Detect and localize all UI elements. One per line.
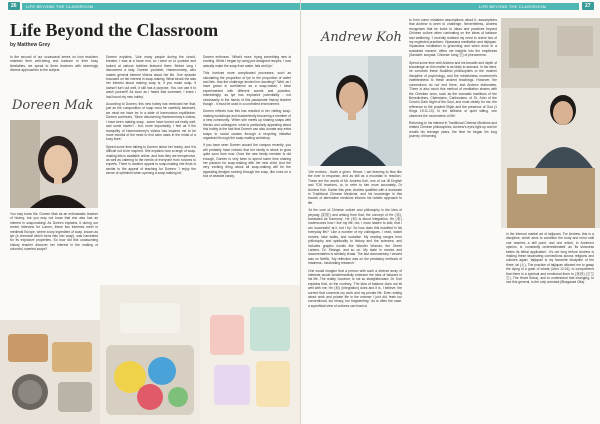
doreen-name-heading: Doreen Mak: [12, 98, 94, 113]
doreen-portrait-photo: [10, 120, 98, 208]
soap-photo-tray: [0, 320, 100, 424]
left-column-2: Doreen explains, 'Like many people during the circuit-breaker, I was at a loose end, so I went on to youtube and looked at various hobbies featured there. Before long I discovered a lady, Doreen youtuber, Hammonmmy, who makes general interest Videos about her life. One episode focussed on her interest in soap-making. What struck me was her interest about making soap is, if you make soap, it doesn't turn out well, it still has a purpose. You can use it to wash yourself!' As soon as I heard that comment, I knew I had found my new hobby.' According to Doreen, this new hobby has reminded her that, just as the composition of soap must be carefully balanced, we must we have be in a state of harmonious equilibrium. Doreen continues, 'Since discovering Hammonmmy's videos, I have been making soap - some have turned out really well, and some haven't - but, more importantly, I feel as if the tranquility of Hammonmmy's videos has inspired me to be more mindful of the need to find calm oasis in the midst of a busy lives.' Speed some time talking to Doreen about her hobby, and it is difficult not to be inspired. She explains how a range of soap-making kits is available online, and how they are inexpensive, as well as catering to the needs of everyone from novices to experts. There is another appeal to soap-making she finds is similar to the appeal of teaching for Doreen: 'I enjoy the sense of optimism when opening a soap-making kit,': [106, 55, 196, 176]
right-header: [301, 0, 600, 13]
right-column-1: 'Life evolves - that's a given. Hence, I am learning to flow like the river in response, and as still as a mountain in reaction.' These are the words of Mr. Andrew Koh, one of our IB English and TOK teachers, or, to refer to him more accurately, Dr Andrew Koh. Earlier this year, Andrew qualified with a doctorate in Traditional Chinese Medicine, and his knowledge in this branch of alternative medicine informs his holistic approach to life. 'At the core of Chinese culture and philosophy is the idea of yinyang (阴阳) and arising from that, the concept of He (和), translated as 'harmony'. He (和) is about integration, He (和) underscores how I live my life; not, I must hasten to add, that I am 'successful' at it, but I try.' So how does this manifest in his everyday life? 'Like a number of my colleagues, I read, watch movies, take walks, and socialise. My reading ranges from philosophy and spirituality to history and the sciences, and includes graphic novels like Wonder Woman, the Green Lantern, Dr. Strange, and so on. My taste in movies and documentaries is similarly broad. The last documentary I viewed was on Netflix, 'My reflection was on the predatory methods of madness - fascinating research.' One would imagine that a person with such a diverse array of interests would wholeheartedly embrace the idea of balance in his life. The reality, however, is not so straightforward. Dr. Koh explains that, on the contrary, 'The idea of balance does not sit well with me; He (和) (integration) does and it is, I believe, the current that connects my work and my private life. Even writing about work and private life in the manner I just did, feels too conventional, too binary, too fragmenting.' As is often the case, a superficial view of cultures can lead us: [308, 170, 402, 308]
left-header-label: LIFE BEYOND THE CLASSROOM: [26, 3, 94, 9]
andrew-name-heading: Andrew Koh: [321, 30, 402, 45]
article-byline: by Matthew Grey: [10, 42, 51, 48]
soap-photo-pastel: [200, 285, 300, 424]
right-page: [300, 0, 600, 424]
left-header: [0, 0, 300, 13]
right-column-3: in the internal martial art of taijiquan. For Andrew, this is a discipline, which aims to condition the body and mind until one reaches a still point, and one which, in Andrew's opinion, is 'constantly underestimated' as 'its slowness belies its lethal application'. It's not long before Andrew is making these fascinating connections across religions and cultures again: 'taijiquan is my favourite discipline of the three, tai (太), The practice of taijiquan allowed me to grasp the dying of a grain of wheat (John 12:24), to comprehend that there is a spiritual and emotional them to (奥妙) (空空空), The Heart Sutra), and to understand that changing, to use this general, is the only constant (Bhagavad Gita).': [506, 232, 594, 285]
right-column-2: to form some mistaken assumptions about it, assumptions that Andrew is keen to challenge. Nevertheless, Andrew recognises that he looks to ideas and practices beyond Chinese culture when ruminating on the ideas of balance and wellbeing. 'I recently realised my need to revive two of my neglected practices: Vipassana meditation and taijiquan. Vipassana meditation is grounding and when done in a sustained manner, offers me insights into the emptiness (Sanskrit: sunyata, Chinese: kong 空) of phenomena. Spend some time with Andrew and his breadth and depth of knowledge on this matter is as likely to astound. In his mind, he connects these Buddhist philosophies to the modern discipline of psychology, and the mindfulness movement's indebtedness to these ancient teachings. However, the connections do not end there, and Andrew elaborates, 'There is also much this method of meditation shares with the Christian ones, such as the monastic traditions of the Benedictines, Cistercians, Carthusians, of St. John of the Cross's Dark Night of the Soul, and most clearly for me, the reference to the prophet Elijah and the presence of God (1 Kings 19:11-13). In the stillness of quiet sitting, one observes the movements of life.' Returning to his interest in Traditional Chinese Medicine and related Chinese philosophies, Andrew's eyes light up and he recalls his teenage years, the time he began his long journey of learning: [409, 18, 497, 139]
intro-paragraph: In the second of our occasional series on how teachers maintain their well-being and balance in their busy timetables, we speak to three teachers with seemingly diverse approaches to the subject.: [10, 55, 98, 73]
right-page-number: 27: [582, 2, 594, 10]
article-title: Life Beyond the Classroom: [10, 20, 219, 40]
soap-photo-colourful: [100, 285, 200, 424]
andrew-working-photo: [501, 18, 600, 228]
left-page-number: 26: [8, 2, 20, 10]
right-header-label: LIFE BEYOND THE CLASSROOM: [479, 3, 547, 9]
left-column-3: Doreen enthuses. 'What's more, trying something new is exciting. While I began by using pre-designed recipes, I now actually make the soap from water, fats and lye.' This involves more complicated processes, such as calculating the proportion of lye to the proportion of water and fats. Has the challenge dented her daunting? 'Well, as I have grown in confidence as a soap-maker, I have experimented with different scents and powders. Interestingly, as lye has explosive potentiality - not necessarily in the hands of this passionate history teacher though - it must be used in a controlled environment. Doreen reflects how this has resulted in her visiting soap-making workshops and inadvertently becoming a member of a new community. 'When she meets up sharing soaps with friends and colleagues, what is particularly appealing about this hobby is the fact that Doreen can also donate any extra soaps to social causes through a recycling initiative organised through the soap-making workshop. If you have seen Doreen around the campus recently, you will probably have noticed that her family is about to grow quite soon from now. Once the new family member is old enough, Doreen is very keen to spend some time sharing her passion for soap-making with her new child. And the very exciting thing about all soap-making will be the appealing designs running through the soap, like ones on a box of seaside candy.: [203, 55, 291, 179]
doreen-caption: You may know Ms. Doreen Mak as an enthusiastic teacher of history, but you may not know that she also has an interest in soap-making! As Doreen explains, it during our recent interview for Lumen, these two interests meet in medieval Europe, where a key ingredient of soap, known as lye (a chemical which turns fats into soap), was harvested for its explosive properties. So how did this unassuming history teacher discover her interest in the making of colourful, scented soaps?: [10, 212, 98, 252]
andrew-portrait-photo: [308, 56, 402, 166]
